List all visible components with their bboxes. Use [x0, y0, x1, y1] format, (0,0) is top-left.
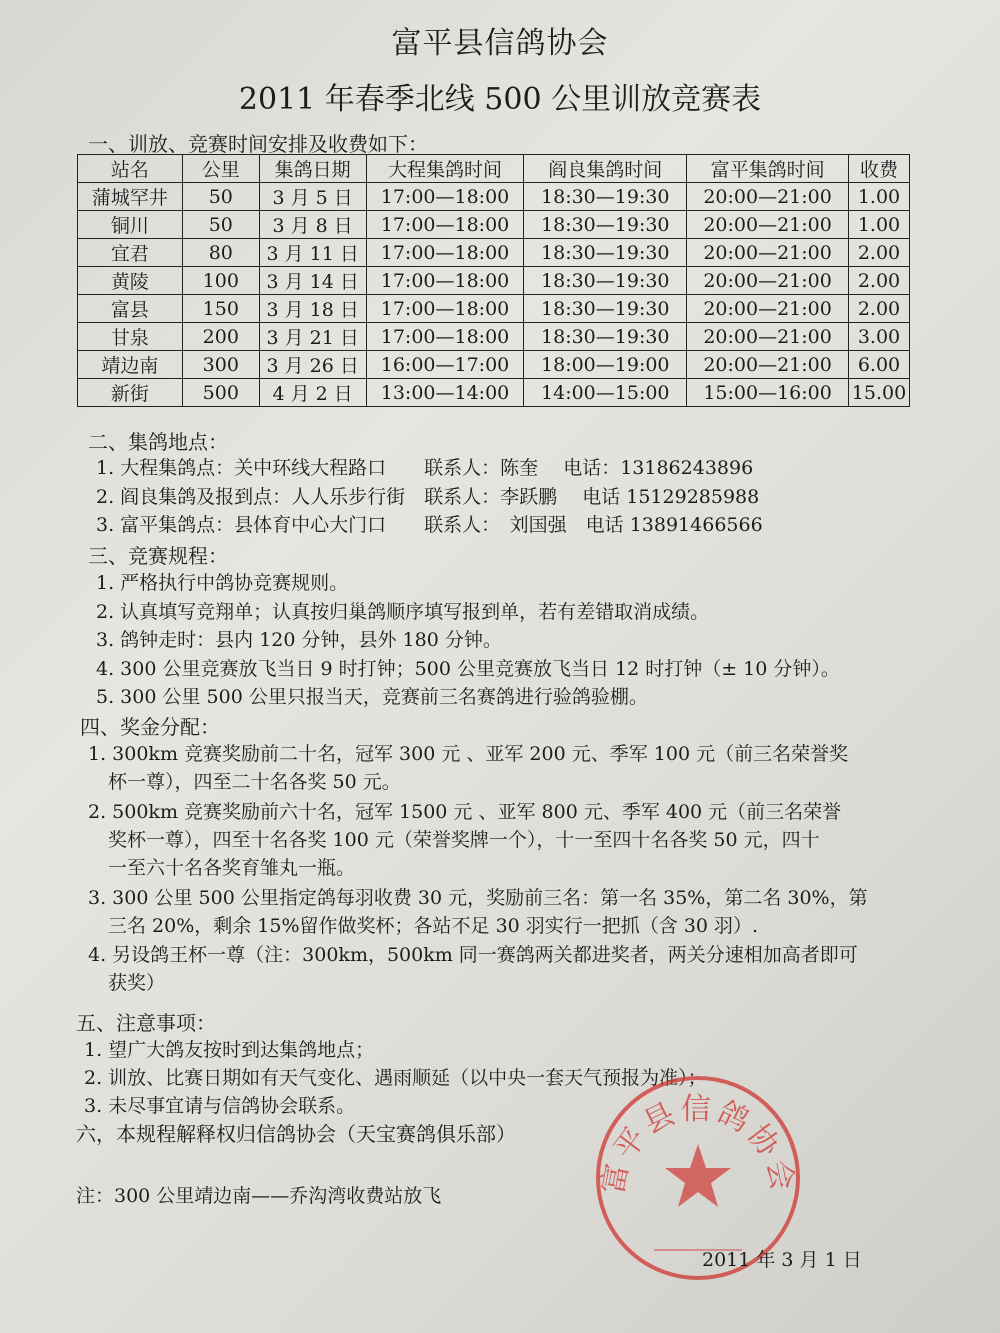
schedule-table — [77, 154, 910, 407]
cell-dacheng-time: 17:00—18:00 — [366, 323, 524, 351]
cell-fee: 6.00 — [848, 351, 909, 379]
cell-date: 4 月 2 日 — [259, 379, 366, 407]
cell-station: 新街 — [78, 379, 183, 407]
header-fee: 收费 — [848, 155, 909, 183]
cell-date: 3 月 18 日 — [259, 295, 366, 323]
cell-km: 100 — [182, 267, 259, 295]
table-row — [78, 351, 910, 379]
cell-station: 黄陵 — [78, 267, 183, 295]
section-2-heading: 二、集鸽地点： — [88, 430, 228, 454]
cell-dacheng-time: 16:00—17:00 — [366, 351, 524, 379]
section-5-heading: 五、注意事项： — [76, 1011, 216, 1035]
cell-km: 200 — [182, 323, 259, 351]
cell-date: 3 月 11 日 — [259, 239, 366, 267]
cell-km: 150 — [182, 295, 259, 323]
cell-fuping-time: 15:00—16:00 — [687, 379, 849, 407]
cell-dacheng-time: 17:00—18:00 — [366, 295, 524, 323]
prize-item-continued: 杯一尊），四至二十名各奖 50 元。 — [108, 771, 401, 793]
header-date: 集鸽日期 — [259, 155, 366, 183]
cell-fee: 1.00 — [848, 211, 909, 239]
location-item: 1. 大程集鸽点：关中环线大程路口 联系人：陈奎 电话：13186243896 — [96, 457, 754, 479]
note-item: 3. 未尽事宜请与信鸽协会联系。 — [84, 1095, 356, 1117]
cell-yanliang-time: 18:30—19:30 — [524, 295, 687, 323]
cell-date: 3 月 21 日 — [259, 323, 366, 351]
cell-date: 3 月 26 日 — [259, 351, 366, 379]
note-item: 1. 望广大鸽友按时到达集鸽地点； — [84, 1039, 375, 1061]
cell-fuping-time: 20:00—21:00 — [687, 239, 849, 267]
cell-fee: 1.00 — [848, 183, 909, 211]
cell-station: 甘泉 — [78, 323, 183, 351]
cell-km: 500 — [182, 379, 259, 407]
cell-fee: 3.00 — [848, 323, 909, 351]
svg-text:富平县信鸽协会: 富平县信鸽协会 — [595, 1091, 801, 1198]
section-1-heading: 一、训放、竞赛时间安排及收费如下： — [88, 132, 428, 156]
document-date: 2011 年 3 月 1 日 — [702, 1249, 862, 1271]
cell-station: 靖边南 — [78, 351, 183, 379]
document-title: 2011 年春季北线 500 公里训放竞赛表 — [238, 82, 762, 117]
location-item: 2. 阎良集鸽及报到点：人人乐步行街 联系人：李跃鹏 电话 15129285988 — [96, 486, 760, 508]
cell-date: 3 月 5 日 — [259, 183, 366, 211]
cell-fuping-time: 20:00—21:00 — [687, 211, 849, 239]
rule-item: 4. 300 公里竞赛放飞当日 9 时打钟；500 公里竞赛放飞当日 12 时打钟（± 10 分钟）。 — [96, 658, 840, 680]
prize-item-continued: 三名 20%，剩余 15%留作做奖杯；各站不足 30 羽实行一把抓（含 30 羽）. — [108, 915, 759, 937]
note-item: 2. 训放、比赛日期如有天气变化、遇雨顺延（以中央一套天气预报为准）； — [84, 1067, 707, 1089]
table-row — [78, 239, 910, 267]
rule-item: 1. 严格执行中鸽协竞赛规则。 — [96, 572, 349, 594]
cell-fuping-time: 20:00—21:00 — [687, 295, 849, 323]
location-item: 3. 富平集鸽点：县体育中心大门口 联系人： 刘国强 电话 13891466566 — [96, 514, 763, 536]
cell-fuping-time: 20:00—21:00 — [687, 323, 849, 351]
section-3-heading: 三、竞赛规程： — [88, 544, 228, 568]
cell-dacheng-time: 17:00—18:00 — [366, 267, 524, 295]
cell-fuping-time: 20:00—21:00 — [687, 183, 849, 211]
cell-yanliang-time: 18:30—19:30 — [524, 239, 687, 267]
header-yanliang-time: 阎良集鸽时间 — [524, 155, 687, 183]
prize-item: 1. 300km 竞赛奖励前二十名，冠军 300 元 、亚军 200 元、季军 100 元（前三名荣誉奖 — [88, 743, 849, 765]
cell-fee: 2.00 — [848, 267, 909, 295]
cell-km: 80 — [182, 239, 259, 267]
table-row — [78, 267, 910, 295]
cell-date: 3 月 8 日 — [259, 211, 366, 239]
cell-station: 富县 — [78, 295, 183, 323]
header-km: 公里 — [182, 155, 259, 183]
header-dacheng-time: 大程集鸽时间 — [366, 155, 524, 183]
section-4-heading: 四、奖金分配： — [80, 715, 220, 739]
org-title: 富平县信鸽协会 — [391, 26, 609, 61]
header-fuping-time: 富平集鸽时间 — [687, 155, 849, 183]
table-header-row — [78, 155, 910, 183]
cell-station: 宜君 — [78, 239, 183, 267]
footnote: 注：300 公里靖边南——乔沟湾收费站放飞 — [76, 1185, 442, 1207]
cell-yanliang-time: 18:30—19:30 — [524, 211, 687, 239]
table-row — [78, 183, 910, 211]
cell-yanliang-time: 18:30—19:30 — [524, 323, 687, 351]
table-row — [78, 323, 910, 351]
cell-dacheng-time: 13:00—14:00 — [366, 379, 524, 407]
cell-yanliang-time: 18:30—19:30 — [524, 267, 687, 295]
cell-yanliang-time: 18:30—19:30 — [524, 183, 687, 211]
cell-yanliang-time: 14:00—15:00 — [524, 379, 687, 407]
cell-fuping-time: 20:00—21:00 — [687, 351, 849, 379]
header-station: 站名 — [78, 155, 183, 183]
cell-dacheng-time: 17:00—18:00 — [366, 183, 524, 211]
cell-km: 300 — [182, 351, 259, 379]
rule-item: 2. 认真填写竞翔单；认真按归巢鸽顺序填写报到单，若有差错取消成绩。 — [96, 601, 710, 623]
cell-fee: 2.00 — [848, 239, 909, 267]
cell-yanliang-time: 18:00—19:00 — [524, 351, 687, 379]
star-icon — [665, 1144, 731, 1207]
table-row — [78, 211, 910, 239]
prize-item-continued: 一至六十名各奖育雏丸一瓶。 — [108, 857, 356, 879]
cell-fee: 2.00 — [848, 295, 909, 323]
cell-dacheng-time: 17:00—18:00 — [366, 239, 524, 267]
cell-km: 50 — [182, 211, 259, 239]
prize-item: 3. 300 公里 500 公里指定鸽每羽收费 30 元，奖励前三名：第一名 35%，第二名 30%，第 — [88, 887, 868, 909]
cell-km: 50 — [182, 183, 259, 211]
rule-item: 3. 鸽钟走时：县内 120 分钟，县外 180 分钟。 — [96, 629, 502, 651]
cell-station: 铜川 — [78, 211, 183, 239]
table-row — [78, 295, 910, 323]
cell-dacheng-time: 17:00—18:00 — [366, 211, 524, 239]
cell-station: 蒲城罕井 — [78, 183, 183, 211]
prize-item-continued: 奖杯一尊），四至十名各奖 100 元（荣誉奖牌一个），十一至四十名各奖 50 元，四十 — [108, 829, 820, 851]
cell-fuping-time: 20:00—21:00 — [687, 267, 849, 295]
cell-date: 3 月 14 日 — [259, 267, 366, 295]
table-row — [78, 379, 910, 407]
cell-fee: 15.00 — [848, 379, 909, 407]
rule-item: 5. 300 公里 500 公里只报当天，竞赛前三名赛鸽进行验鸽验棚。 — [96, 686, 648, 708]
section-6-heading: 六，本规程解释权归信鸽协会（天宝赛鸽俱乐部） — [76, 1122, 516, 1146]
prize-item: 2. 500km 竞赛奖励前六十名，冠军 1500 元 、亚军 800 元、季军 400 元（前三名荣誉 — [88, 801, 842, 823]
prize-item: 4. 另设鸽王杯一尊（注：300km，500km 同一赛鸽两关都进奖者，两关分速相加高者即可 — [88, 944, 858, 966]
prize-item-continued: 获奖） — [108, 972, 166, 994]
